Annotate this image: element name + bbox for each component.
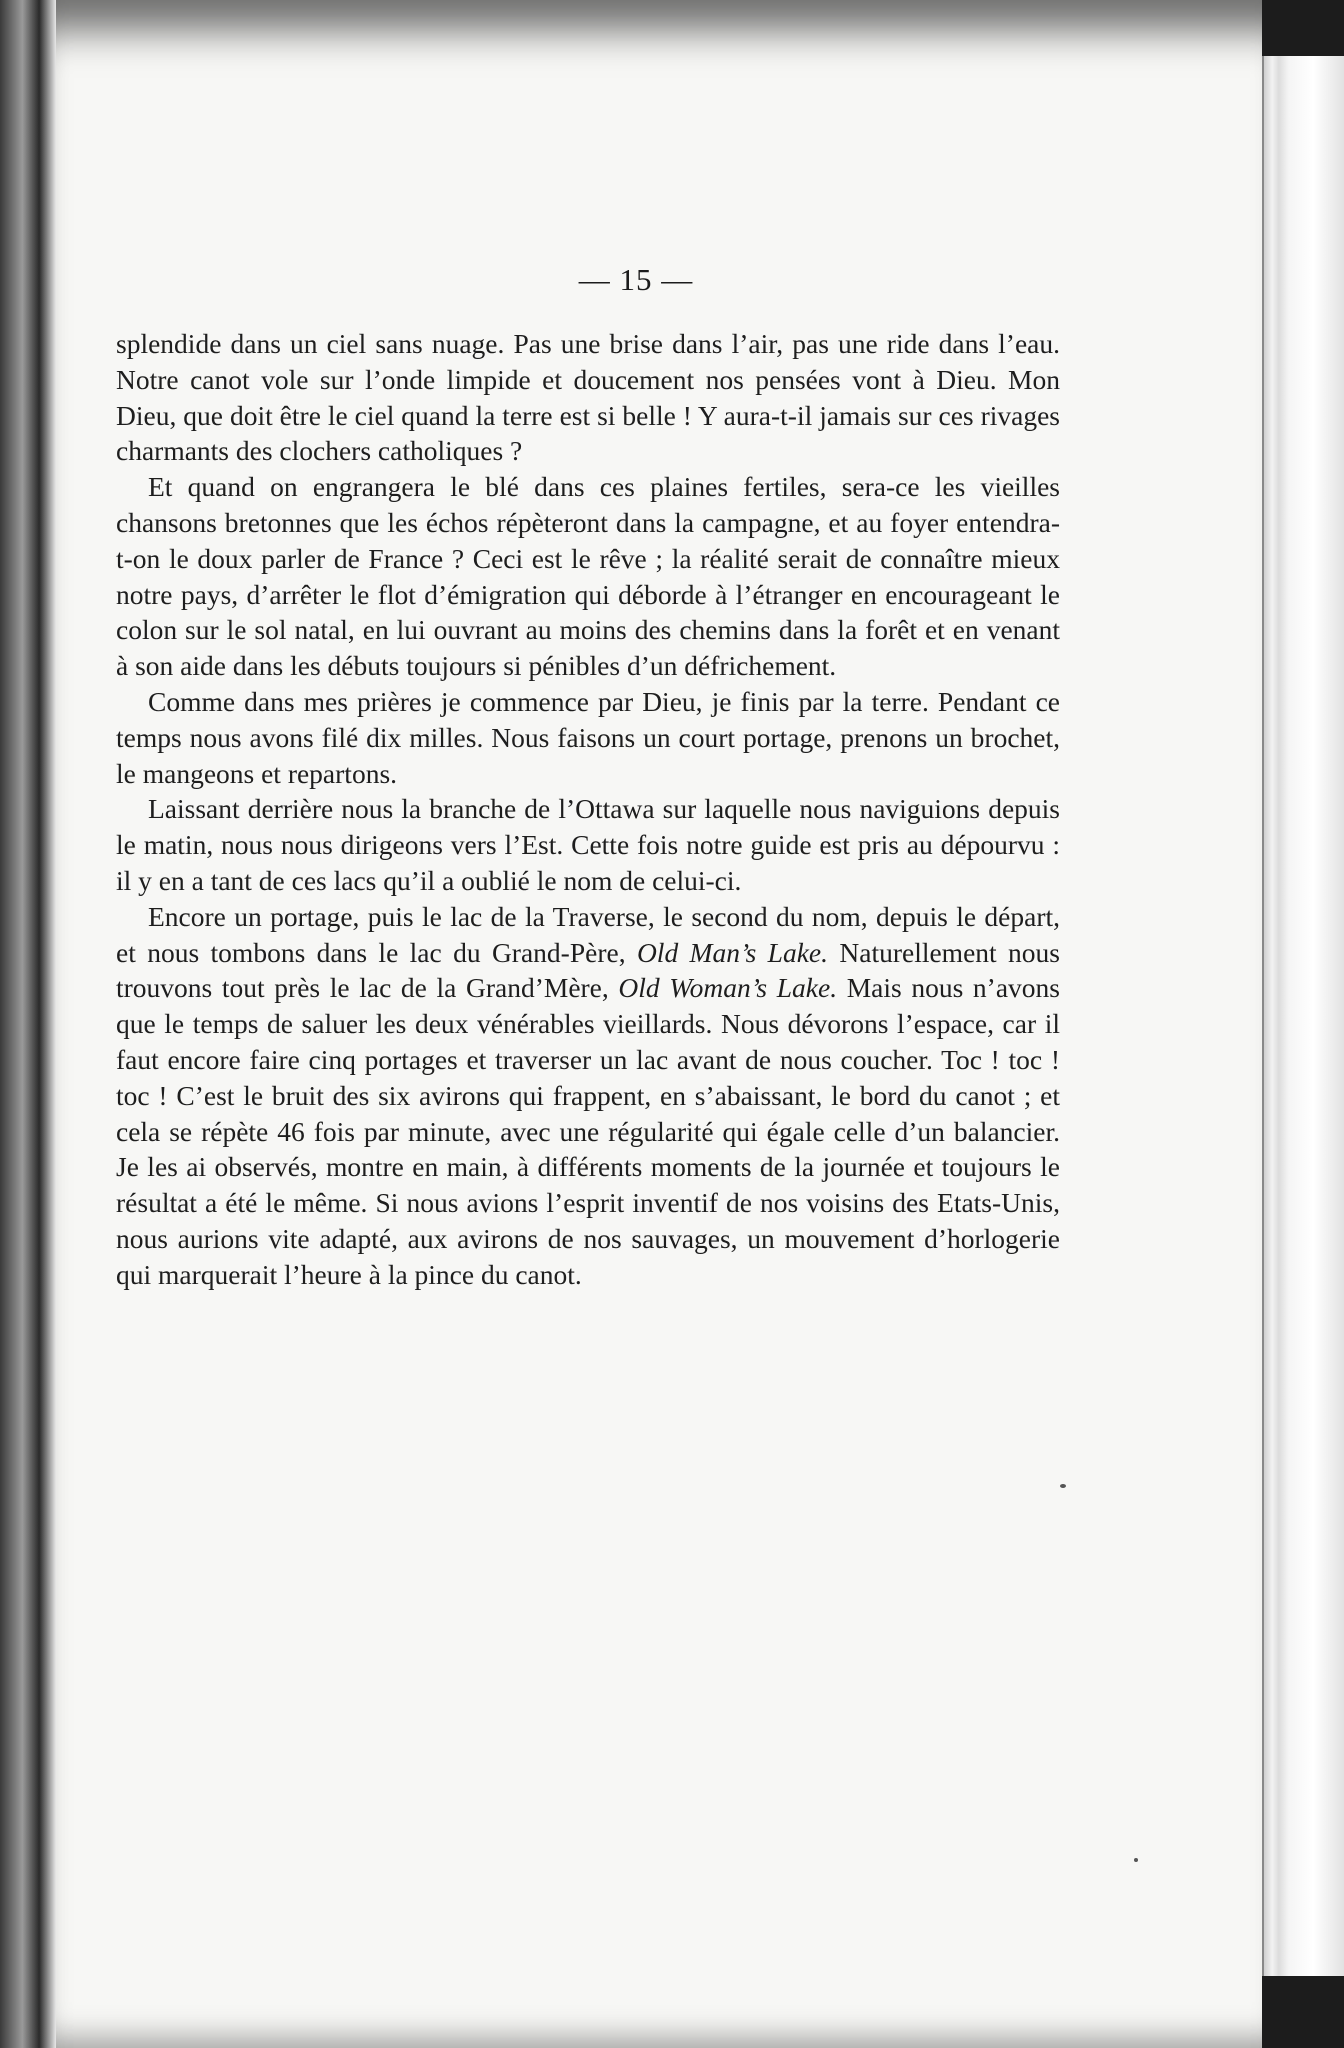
book-spine-edge (0, 0, 56, 2048)
page-body-text (116, 326, 1060, 1293)
scan-background-bottom (1262, 1976, 1344, 2048)
scan-speck (1134, 1858, 1138, 1862)
text-segment: Encore un portage, puis le lac de la Traverse, le second du nom, depuis le départ, et nous tombons dans le lac du Grand-Père, (116, 900, 1060, 968)
page-number: — 15 — (578, 262, 694, 297)
book-page (56, 0, 1268, 2048)
text-segment: Et quand on engrangera le blé dans ces plaines fertiles, sera-ce les vieilles chansons bretonnes que les échos répèteront dans la campagne, et au foyer entendra-t-on le doux parler de France ? Ceci est le rêve ; la réalité serait de connaître mieux notre pays, d’arrêter le flot d’émigration qui déborde à l’étranger en encourageant le colon sur le sol natal, en lui ouvrant au moins des chemins dans la forêt et en venant à son aide dans les débuts toujours si pénibles d’un défrichement. (116, 471, 1060, 682)
text-segment: splendide dans un ciel sans nuage. Pas une brise dans l’air, pas une ride dans l’eau. Notre canot vole sur l’onde limpide et doucement nos pensées vont à Dieu. Mon Dieu, que doit être le ciel quand la terre est si belle ! Y aura-t-il jamais sur ces rivages charmants des clochers catholiques ? (116, 328, 1060, 467)
text-segment: Mais nous n’avons que le temps de saluer les deux vénérables vieillards. Nous dévorons l’espace, car il faut encore faire cinq portages et traverser un lac avant de nous coucher. Toc ! toc ! toc ! C’est le bruit des six avirons qui frappent, en s’abaissant, le bord du canot ; et cela se répète 46 fois par minute, avec une régularité qui égale celle d’un balancier. Je les ai observés, montre en main, à différents moments de la journée et toujours le résultat a été le même. Si nous avions l’esprit inventif de nos voisins des Etats-Unis, nous aurions vite adapté, aux avirons de nos sauvages, un mouvement d’horlogerie qui marquerait l’heure à la pince du canot. (116, 972, 1060, 1290)
italic-text-segment: Old Man’s Lake. (636, 936, 828, 968)
scan-background-top (1262, 0, 1344, 56)
paragraph (116, 791, 1060, 898)
paragraph (116, 684, 1060, 791)
paragraph (116, 469, 1060, 684)
text-segment: Naturellement nous trouvons tout près le lac de la Grand’Mère, (116, 936, 1060, 1004)
text-segment: Laissant derrière nous la branche de l’Ottawa sur laquelle nous naviguions depuis le matin, nous nous dirigeons vers l’Est. Cette fois notre guide est pris au dépourvu : il y en a tant de ces lacs qu’il a oublié le nom de celui-ci. (116, 793, 1060, 896)
text-segment: Comme dans mes prières je commence par Dieu, je finis par la terre. Pendant ce temps nous avons filé dix milles. Nous faisons un court portage, prenons un brochet, le mangeons et repartons. (116, 685, 1060, 789)
scan-speck (1060, 1484, 1066, 1488)
italic-text-segment: Old Woman’s Lake. (618, 972, 838, 1004)
page-stack-edge (1262, 56, 1344, 1976)
paragraph (116, 326, 1060, 469)
paragraph (116, 899, 1060, 1293)
